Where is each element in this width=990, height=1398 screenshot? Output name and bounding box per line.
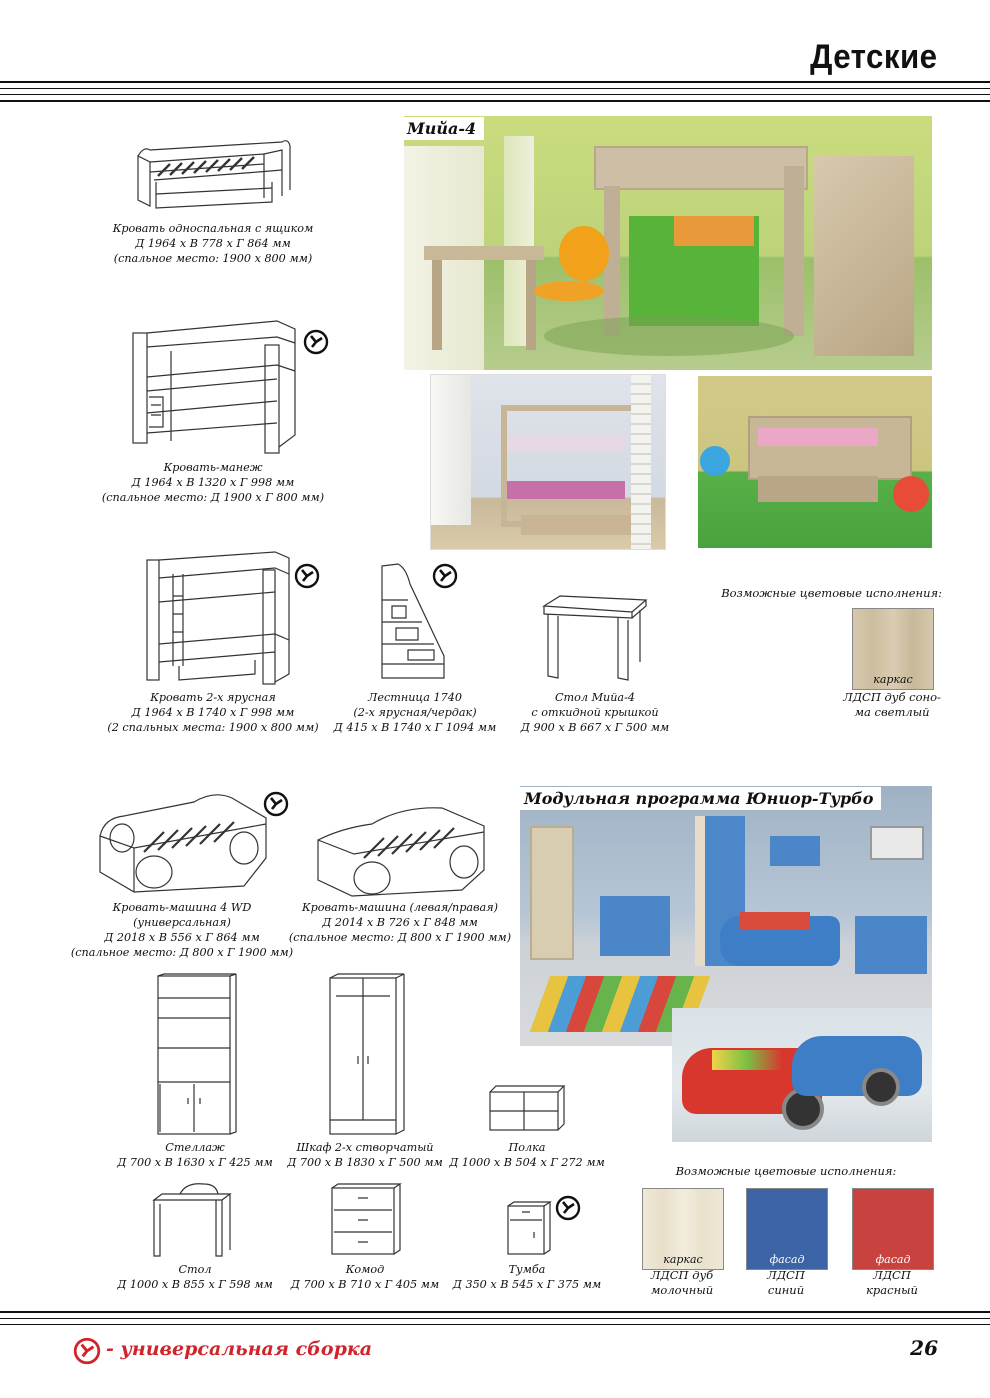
- swatch-blue: [746, 1188, 828, 1270]
- swatch-desc-line: ЛДСП дуб соно-: [843, 690, 941, 704]
- swatch-desc-line: молочный: [650, 1283, 714, 1297]
- caption-line: Д 700 х В 710 х Г 405 мм: [290, 1278, 440, 1291]
- caption-single-bed: [82, 221, 344, 266]
- footer-rule-1: [0, 1311, 990, 1313]
- caption-line: с откидной крышкой: [531, 706, 659, 719]
- bunk-bed-drawing: [143, 548, 293, 688]
- colors-title-1: Возможные цветовые исполнения:: [721, 586, 942, 600]
- loft-bed-drawing: [127, 315, 302, 455]
- swatch-desc-blue: [736, 1268, 836, 1298]
- caption-line: Д 900 х В 667 х Г 500 мм: [520, 721, 670, 734]
- caption-line: Кровать-машина 4 WD: [112, 901, 252, 914]
- swatch-desc-line: синий: [767, 1283, 805, 1297]
- caption-ladder: [330, 690, 500, 735]
- swatch-label: каркас: [663, 1253, 703, 1266]
- caption-line: Кровать-машина (левая/правая): [301, 901, 499, 914]
- shelving-drawing: [152, 972, 238, 1140]
- swatch-label: каркас: [873, 673, 913, 686]
- caption-line: Д 1964 х В 1740 х Г 998 мм: [131, 706, 295, 719]
- caption-line: Д 1964 х В 1320 х Г 998 мм: [131, 476, 295, 489]
- caption-line: Д 700 х В 1830 х Г 500 мм: [287, 1156, 443, 1169]
- chest-drawing: [328, 1182, 404, 1258]
- caption-line: Кровать-манеж: [163, 461, 263, 474]
- caption-line: (спальное место: Д 1900 х Г 800 мм): [101, 491, 325, 504]
- caption-nightstand: [432, 1262, 622, 1292]
- caption-line: (2-х ярусная/чердак): [353, 706, 477, 719]
- swatch-desc-1: [836, 690, 948, 720]
- universal-assembly-icon: [262, 790, 290, 822]
- shelf-drawing: [486, 1084, 566, 1134]
- bunk-bed-photo: [430, 374, 666, 550]
- swatch-desc-line: ма светлый: [854, 705, 930, 719]
- swatch-desc-milk: [632, 1268, 732, 1298]
- caption-line: Д 2014 х В 726 х Г 848 мм: [322, 916, 478, 929]
- swatch-red: [852, 1188, 934, 1270]
- caption-line: Кровать односпальная с ящиком: [112, 222, 314, 235]
- caption-loft-bed: [82, 460, 344, 505]
- caption-line: Стол: [178, 1263, 212, 1276]
- universal-assembly-icon: [302, 328, 330, 360]
- caption-line: Стол Мийа-4: [554, 691, 636, 704]
- junior-turbo-main-photo: [520, 786, 932, 1046]
- caption-line: Д 700 х В 1630 х Г 425 мм: [117, 1156, 273, 1169]
- swatch-label: фасад: [875, 1253, 911, 1266]
- universal-assembly-icon: [554, 1194, 582, 1226]
- section2-title: Модульная программа Юниор-Турбо: [516, 787, 881, 810]
- swatch-desc-red: [842, 1268, 942, 1298]
- header-rule-4: [0, 100, 990, 102]
- universal-assembly-icon: [431, 562, 459, 594]
- universal-assembly-legend-icon: [72, 1336, 102, 1370]
- caption-line: Шкаф 2-х створчатый: [296, 1141, 434, 1154]
- wardrobe-drawing: [326, 972, 406, 1140]
- caption-line: (спальное место: 1900 х 800 мм): [113, 252, 313, 265]
- caption-line: Д 1000 х В 504 х Г 272 мм: [449, 1156, 605, 1169]
- footer-rule-2: [0, 1318, 990, 1319]
- caption-desk: [510, 690, 680, 735]
- swatch-oak-milk: [642, 1188, 724, 1270]
- caption-shelf: [432, 1140, 622, 1170]
- caption-car-bed-4wd: [62, 900, 302, 960]
- caption-bunk-bed: [82, 690, 344, 735]
- caption-desk-junior: [100, 1262, 290, 1292]
- swatch-oak-sonoma: [852, 608, 934, 690]
- car-bed-4wd-drawing: [94, 788, 274, 898]
- caption-line: (2 спальных места: 1900 х 800 мм): [107, 721, 319, 734]
- header-rule-1: [0, 81, 990, 83]
- desk-drawing: [540, 592, 650, 682]
- car-beds-photo: [672, 1008, 932, 1142]
- caption-line: Д 415 х В 1740 х Г 1094 мм: [333, 721, 497, 734]
- caption-line: Лестница 1740: [368, 691, 462, 704]
- page-title: Детские: [810, 38, 938, 76]
- caption-line: Д 1000 х В 855 х Г 598 мм: [117, 1278, 273, 1291]
- caption-line: Д 1964 х В 778 х Г 864 мм: [135, 237, 291, 250]
- single-bed-photo: [698, 376, 932, 548]
- desk-junior-drawing: [150, 1180, 234, 1260]
- footer-rule-3: [0, 1324, 990, 1325]
- caption-line: (спальное место: Д 800 х Г 1900 мм): [70, 946, 294, 959]
- caption-car-bed-lr: [280, 900, 520, 945]
- colors-title-2: Возможные цветовые исполнения:: [675, 1164, 897, 1178]
- swatch-label: фасад: [769, 1253, 805, 1266]
- miya4-main-photo: [404, 116, 932, 370]
- caption-line: Д 2018 х В 556 х Г 864 мм: [104, 931, 260, 944]
- section1-title: Мийа-4: [399, 117, 484, 140]
- swatch-desc-line: красный: [866, 1283, 918, 1297]
- caption-line: (спальное место: Д 800 х Г 1900 мм): [288, 931, 512, 944]
- swatch-desc-line: ЛДСП: [767, 1268, 805, 1282]
- car-bed-lr-drawing: [312, 800, 492, 900]
- header-rule-3: [0, 94, 990, 95]
- footer-legend: - универсальная сборка: [106, 1338, 373, 1360]
- caption-line: Тумба: [508, 1263, 546, 1276]
- caption-line: Полка: [508, 1141, 546, 1154]
- swatch-desc-line: ЛДСП: [873, 1268, 911, 1282]
- nightstand-drawing: [504, 1200, 552, 1258]
- caption-line: Стеллаж: [165, 1141, 225, 1154]
- single-bed-drawing: [132, 120, 292, 216]
- swatch-desc-line: ЛДСП дуб: [650, 1268, 714, 1282]
- universal-assembly-icon: [293, 562, 321, 594]
- caption-line: Д 350 х В 545 х Г 375 мм: [452, 1278, 602, 1291]
- page-number: 26: [910, 1336, 938, 1360]
- caption-line: Кровать 2-х ярусная: [150, 691, 276, 704]
- caption-line: Комод: [345, 1263, 385, 1276]
- caption-line: (универсальная): [133, 916, 231, 929]
- header-rule-2: [0, 88, 990, 89]
- caption-shelving: [100, 1140, 290, 1170]
